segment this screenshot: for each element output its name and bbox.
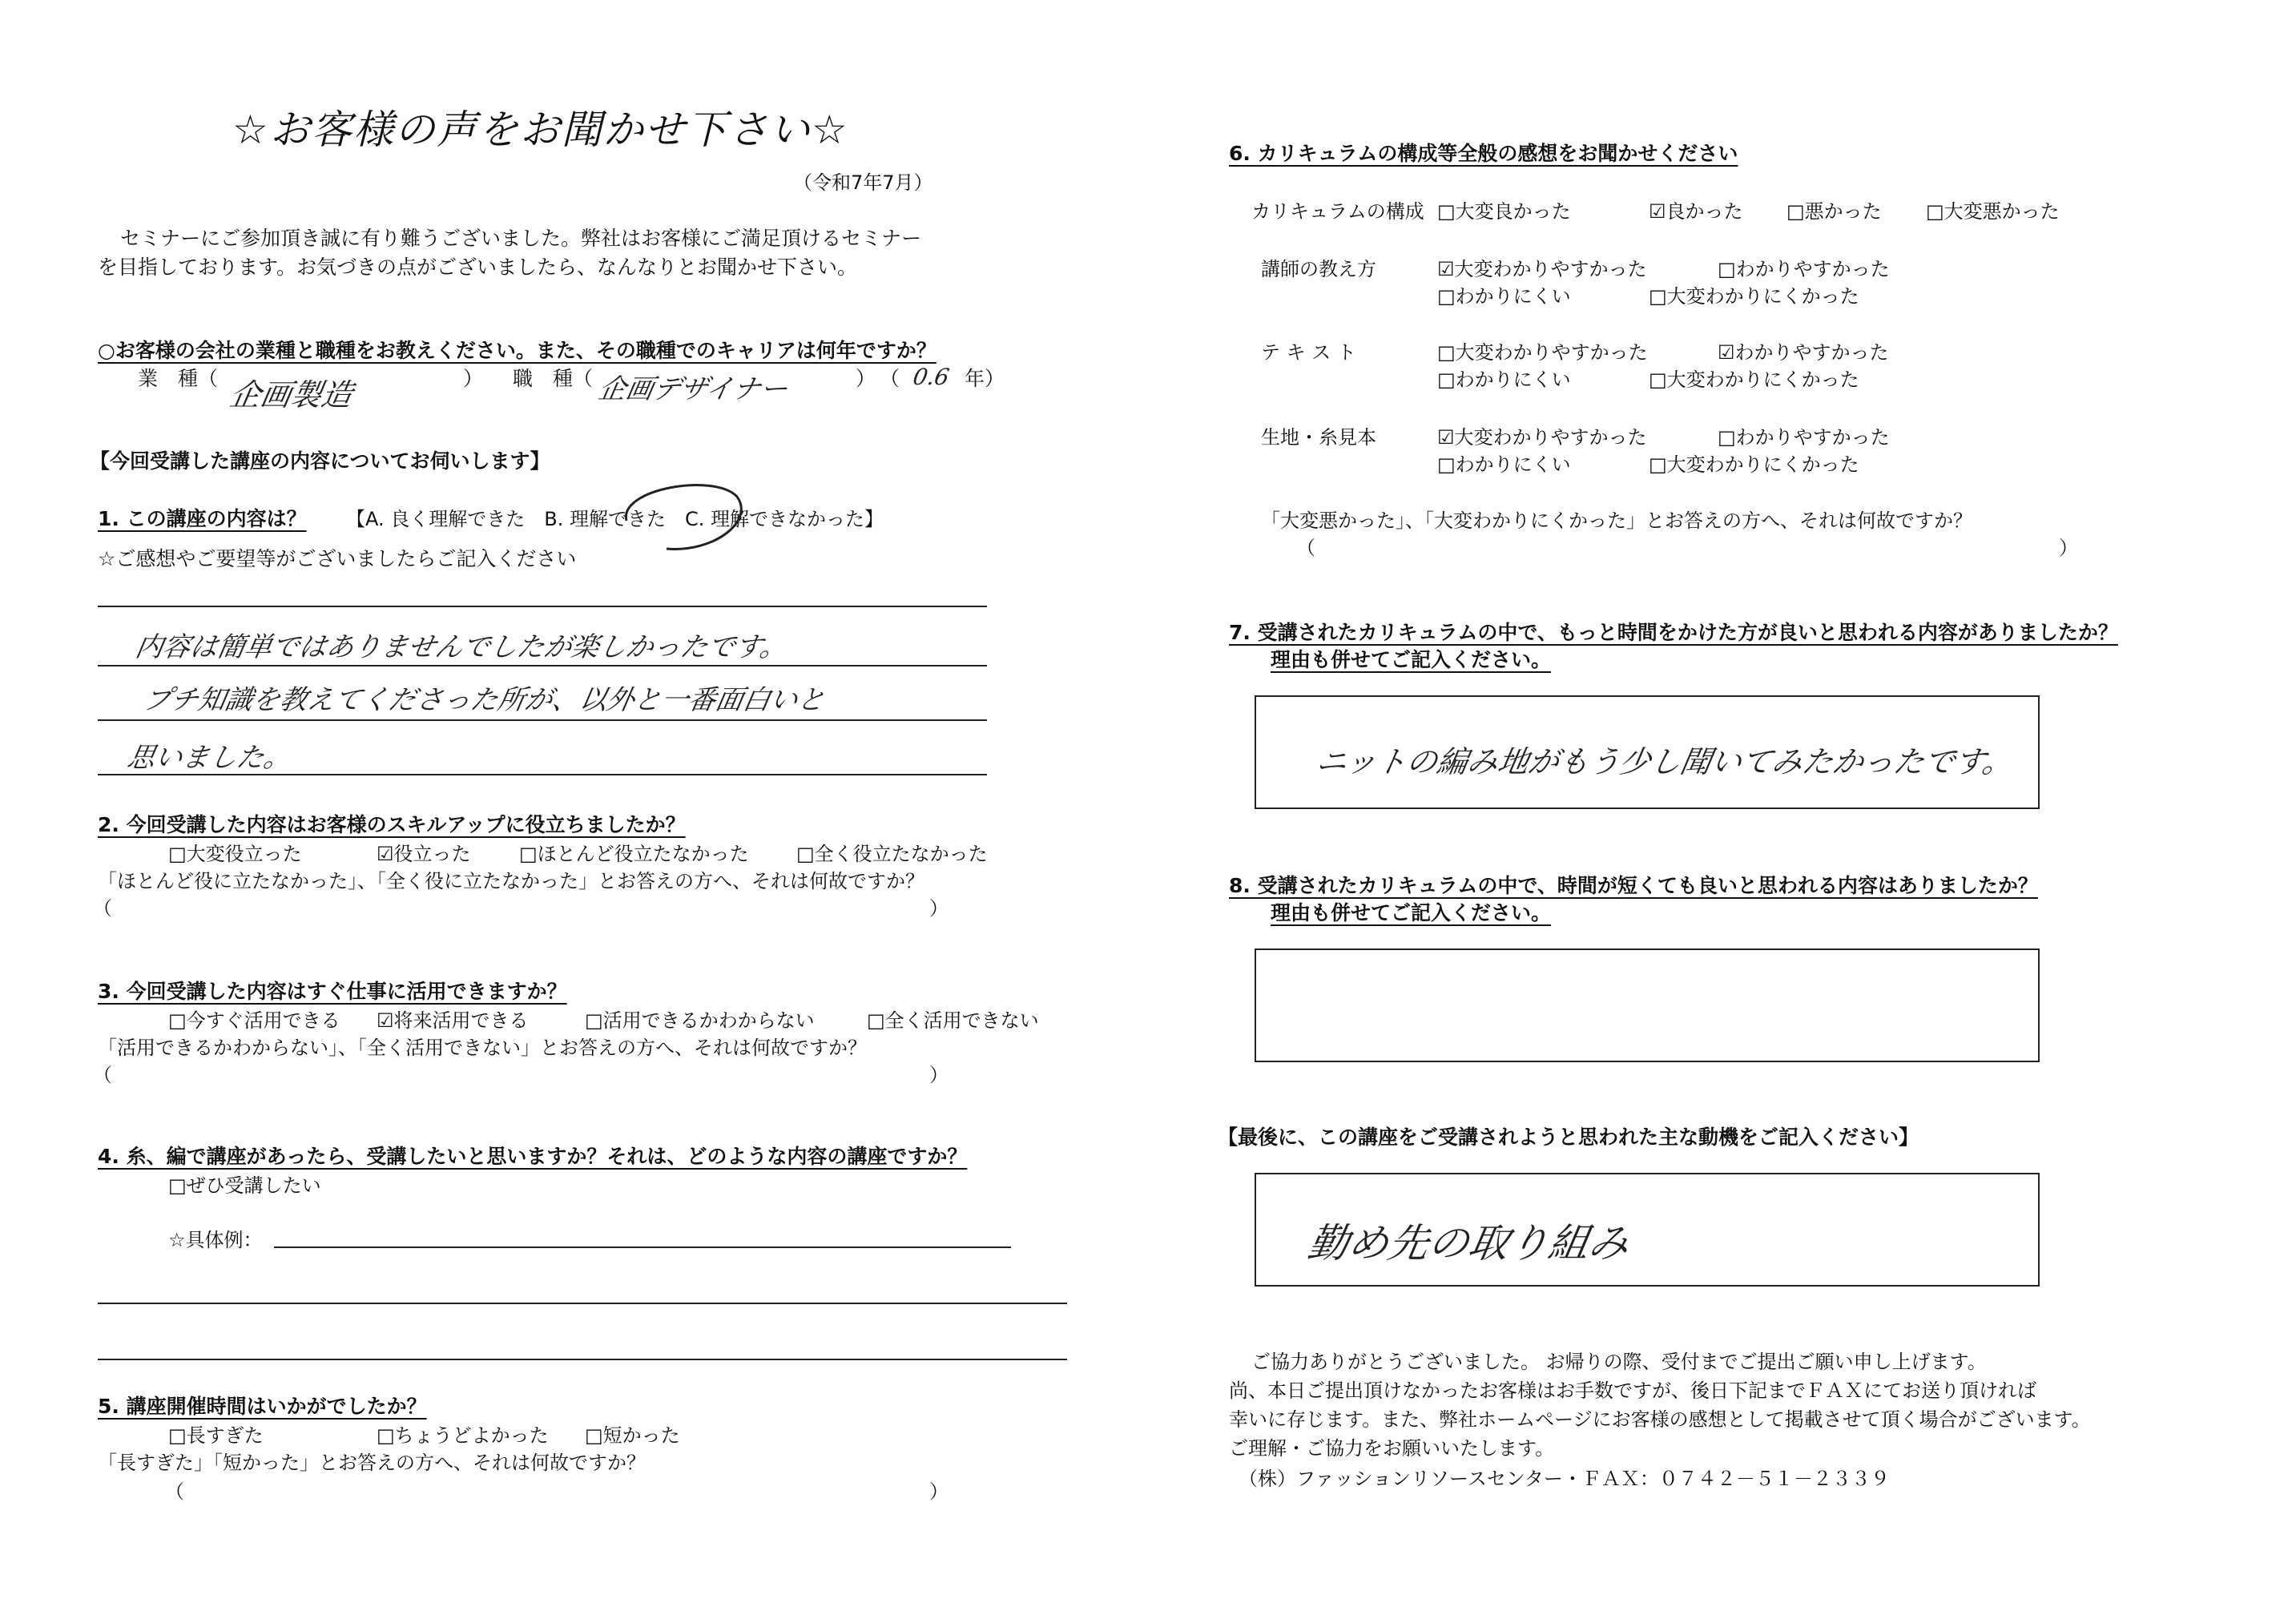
q6-row-4-label: 生地・糸見本 [1261,426,1376,449]
q5-option-2[interactable]: □ちょうどよかった [377,1424,549,1447]
q1-answer-circle [594,473,755,561]
job-close: ） [856,367,876,390]
q1-rule-4 [98,774,987,775]
q6-row-1-opt-4[interactable]: □大変悪かった [1926,200,2060,223]
intro-line-2: を目指しております。お気づきの点がございましたら、なんなりとお聞かせ下さい。 [98,256,858,279]
q4-example-rule [274,1246,1011,1248]
q6-paren-close: ） [2059,537,2078,559]
q6-row-1-opt-1[interactable]: □大変良かった [1437,200,1571,223]
q1-title: 1. この講座の内容は？ [98,507,307,530]
q4-option-1[interactable]: □ぜひ受講したい [168,1174,321,1197]
q3-title: 3. 今回受講した内容はすぐ仕事に活用できますか？ [98,980,567,1003]
q2-option-4[interactable]: □全く役立たなかった [796,843,988,865]
q2-option-3[interactable]: □ほとんど役立たなかった [519,843,749,865]
q5-option-1[interactable]: □長すぎた [168,1424,264,1447]
closing-line-3: 幸いに存じます。また、弊社ホームページにお客様の感想として掲載させて頂く場合がございます。 [1229,1408,2091,1431]
q6-row-2-opt-3[interactable]: □わかりにくい [1437,285,1571,308]
years-open: （ [880,367,900,390]
q4-title: 4. 糸、編で講座があったら、受講したいと思いますか？それは、どのような内容の講座ですか？ [98,1145,968,1168]
q6-paren-open: （ [1296,537,1315,559]
q4-rule-3 [98,1359,1067,1360]
q8-subtitle: 理由も併せてご記入ください。 [1271,901,1552,924]
q7-title: 7. 受講されたカリキュラムの中で、もっと時間をかけた方が良いと思われる内容がありましたか？ [1229,621,2118,644]
q6-row-4-opt-3[interactable]: □わかりにくい [1437,453,1571,476]
q8-title: 8. 受講されたカリキュラムの中で、時間が短くても良いと思われる内容はありましたか？ [1229,874,2038,897]
closing-contact: （株）ファッションリソースセンター・ＦＡＸ：０７４２－５１－２３３９ [1239,1468,1890,1490]
closing-line-4: ご理解・ご協力をお願いいたします。 [1229,1437,1555,1460]
q1-answer-line-3: 思いました。 [124,742,294,774]
q7-answer-text: ニットの編み地がもう少し聞いてみたかったです。 [1313,744,2016,779]
q6-row-1-opt-3[interactable]: □悪かった [1786,200,1882,223]
intro-line-1: セミナーにご参加頂き誠に有り難うございました。弊社はお客様にご満足頂けるセミナー [120,227,922,250]
q3-paren-close: ） [929,1064,949,1086]
q1-prompt: ☆ご感想やご要望等がございましたらご記入ください [98,547,577,570]
q6-row-4-opt-2[interactable]: □わかりやすかった [1718,426,1890,449]
q6-row-4-opt-4[interactable]: □大変わかりにくかった [1649,453,1859,476]
q6-row-3-opt-2[interactable]: ☑わかりやすかった [1718,341,1889,364]
q2-title: 2. 今回受講した内容はお客様のスキルアップに役立ちましたか？ [98,813,686,836]
q7-subtitle: 理由も併せてご記入ください。 [1271,648,1552,671]
years-value: 0.6 [911,364,952,390]
industry-label: 業 種（ [138,367,219,390]
q3-option-4[interactable]: □全く活用できない [867,1009,1039,1032]
job-label: 職 種（ [513,367,594,390]
q1-options: 【A. 良く理解できた B. 理解できた C. 理解できなかった】 [346,508,884,530]
motive-title: 【最後に、この講座をご受講されようと思われた主な動機をご記入ください】 [1218,1126,1919,1149]
closing-line-2: 尚、本日ご提出頂けなかったお客様はお手数ですが、後日下記までＦＡＸにてお送り頂ければ [1229,1379,2036,1402]
q5-option-3[interactable]: □短かった [585,1424,680,1447]
q6-row-2-label: 講師の教え方 [1261,258,1376,280]
motive-answer-text: 勤め先の取り組み [1304,1220,1633,1267]
q6-row-3-opt-3[interactable]: □わかりにくい [1437,368,1571,391]
q6-row-2-opt-2[interactable]: □わかりやすかった [1718,258,1890,280]
q1-answer-line-2: プチ知識を教えてくださった所が、以外と一番面白いと [140,684,828,716]
q3-option-3[interactable]: □活用できるかわからない [585,1009,815,1032]
q4-rule-2 [98,1303,1067,1304]
q6-row-2-opt-1[interactable]: ☑大変わかりやすかった [1437,258,1647,280]
q5-paren-open: （ [165,1480,184,1503]
q4-example-label: ☆具体例： [168,1229,263,1251]
q2-option-1[interactable]: □大変役立った [168,843,302,865]
q1-rule-2 [98,665,987,667]
q6-row-1-label: カリキュラムの構成 [1251,200,1424,223]
q2-followup: 「ほとんど役に立たなかった」、「全く役に立たなかった」とお答えの方へ、それは何故ですか？ [98,870,924,892]
q3-option-1[interactable]: □今すぐ活用できる [168,1009,340,1032]
q2-paren-close: ） [929,897,949,920]
q6-row-3-opt-4[interactable]: □大変わかりにくかった [1649,368,1859,391]
q5-followup: 「長すぎた」「短かった」とお答えの方へ、それは何故ですか？ [98,1452,646,1474]
q1-rule-3 [98,719,987,721]
page-title: ☆お客様の声をお聞かせ下さい☆ [232,107,849,153]
q6-row-3-label: テ キ ス ト [1261,341,1356,364]
industry-value: 企画製造 [227,377,356,413]
industry-close: ） [463,367,484,390]
q5-paren-close: ） [929,1480,949,1503]
q6-row-4-opt-1[interactable]: ☑大変わかりやすかった [1437,426,1647,449]
q5-title: 5. 講座開催時間はいかがでしたか？ [98,1395,427,1418]
job-value: 企画デザイナー [595,373,791,405]
q3-followup: 「活用できるかわからない」、「全く活用できない」とお答えの方へ、それは何故ですか？ [98,1037,867,1059]
years-unit: 年） [965,367,1005,390]
q1-rule-1 [98,606,987,607]
career-question: ○お客様の会社の業種と職種をお教えください。また、その職種でのキャリアは何年ですか？ [98,339,937,362]
q2-paren-open: （ [93,897,112,920]
survey-date: （令和7年7月） [793,171,933,194]
q2-option-2[interactable]: ☑役立った [377,843,471,865]
q8-answer-box[interactable] [1255,948,2040,1062]
q1-answer-line-1: 内容は簡単ではありませんでしたが楽しかったです。 [132,631,791,663]
q6-row-1-opt-2[interactable]: ☑良かった [1649,200,1743,223]
q6-title: 6. カリキュラムの構成等全般の感想をお聞かせください [1229,142,1738,165]
closing-line-1: ご協力ありがとうございました。 お帰りの際、受付までご提出ご願い申し上げます。 [1251,1351,1987,1373]
q6-row-2-opt-4[interactable]: □大変わかりにくかった [1649,285,1859,308]
q6-row-3-opt-1[interactable]: □大変わかりやすかった [1437,341,1648,364]
section-header: 【今回受講した講座の内容についてお伺いします】 [90,449,550,473]
q3-option-2[interactable]: ☑将来活用できる [377,1009,529,1032]
q3-paren-open: （ [93,1064,112,1086]
q6-followup: 「大変悪かった」、「大変わかりにくかった」とお答えの方へ、それは何故ですか？ [1261,509,1972,532]
